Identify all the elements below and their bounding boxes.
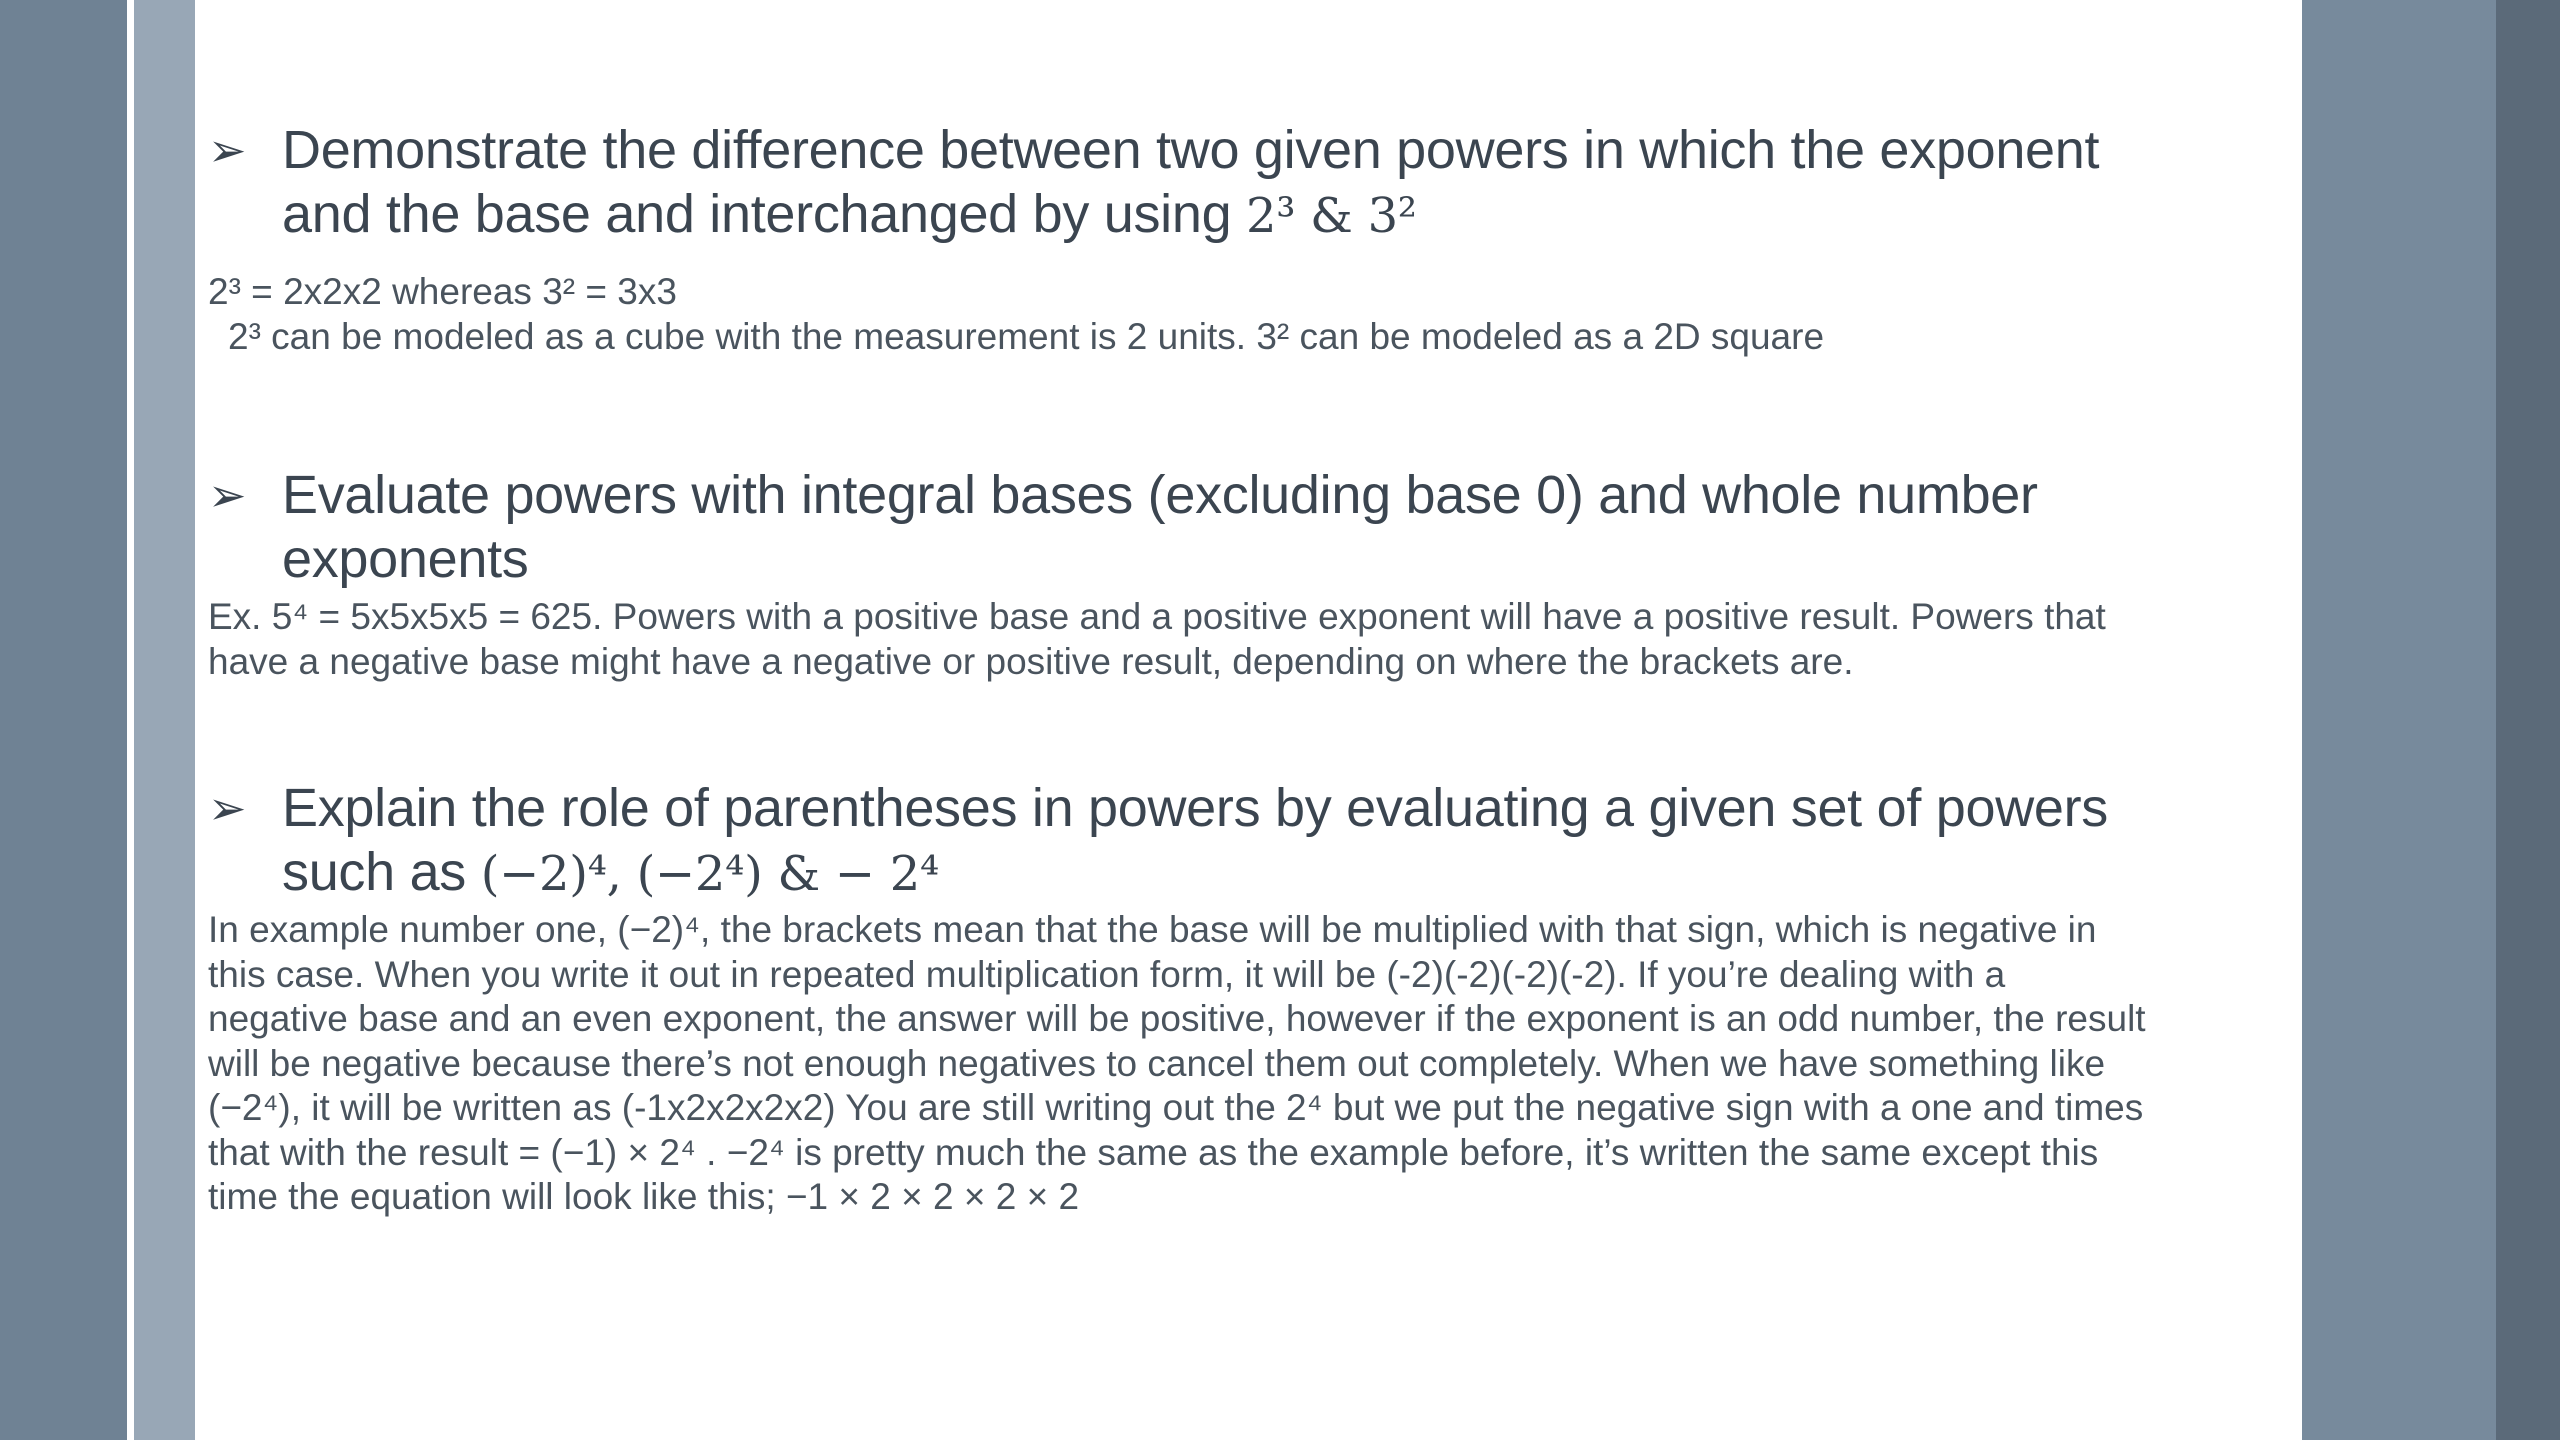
heading-line-2: and the base and interchanged by using	[282, 184, 1232, 244]
bullet-arrow-icon: ➢	[208, 469, 247, 521]
section-powers-interchanged	[208, 118, 2298, 359]
heading-line-1: Explain the role of parentheses in powers by evaluating a given set of powers	[282, 778, 2109, 838]
section-heading	[208, 118, 2298, 248]
section-heading	[208, 463, 2298, 591]
slide-content	[208, 118, 2298, 1418]
body-line: 2³ can be modeled as a cube with the measurement is 2 units. 3² can be modeled as a 2D square	[228, 315, 1825, 357]
body-line: that with the result = (−1) × 2⁴ . −2⁴ is pretty much the same as the example before, it’s written the same except this	[208, 1131, 2099, 1173]
bullet-arrow-icon: ➢	[208, 782, 247, 834]
left-inner-band	[134, 0, 195, 1440]
heading-line-1: Demonstrate the difference between two given powers in which the exponent	[282, 120, 2100, 180]
left-band-gap	[127, 0, 134, 1440]
bullet-arrow-icon: ➢	[208, 124, 247, 176]
heading-math: 2³ & 3²	[1246, 188, 1417, 244]
body-line: have a negative base might have a negative or positive result, depending on where the brackets are.	[208, 640, 1854, 682]
right-outer-band	[2496, 0, 2560, 1440]
section-heading	[208, 776, 2298, 906]
body-line: this case. When you write it out in repeated multiplication form, it will be (-2)(-2)(-2)(-2). If you’re dealing with a	[208, 953, 2006, 995]
heading-line-1: Evaluate powers with integral bases (excluding base 0) and whole number	[282, 465, 2038, 525]
right-inner-band	[2302, 0, 2496, 1440]
left-outer-band	[0, 0, 127, 1440]
body-line: Ex. 5⁴ = 5x5x5x5 = 625. Powers with a positive base and a positive exponent will have a positive result. Powers that	[208, 596, 2106, 637]
body-line: will be negative because there’s not enough negatives to cancel them out completely. When we have something like	[208, 1042, 2106, 1084]
heading-line-2: such as	[282, 842, 466, 902]
section-body	[208, 908, 2298, 1220]
body-line: negative base and an even exponent, the answer will be positive, however if the exponent is an odd number, the result	[208, 998, 2146, 1039]
section-evaluate-powers	[208, 463, 2298, 684]
body-line: In example number one, (−2)⁴, the brackets mean that the base will be multiplied with that sign, which is negative in	[208, 909, 2097, 950]
section-body	[208, 270, 2298, 359]
body-line: time the equation will look like this; −1 × 2 × 2 × 2 × 2	[208, 1176, 1080, 1217]
heading-line-2: exponents	[282, 529, 529, 589]
heading-math: (−2)⁴, (−2⁴) & − 2⁴	[480, 846, 939, 902]
section-parentheses	[208, 776, 2298, 1220]
body-line: (−2⁴), it will be written as (-1x2x2x2x2) You are still writing out the 2⁴ but we put the negative sign with a one and times	[208, 1087, 2144, 1128]
section-body	[208, 595, 2298, 684]
body-line: 2³ = 2x2x2 whereas 3² = 3x3	[208, 271, 677, 312]
